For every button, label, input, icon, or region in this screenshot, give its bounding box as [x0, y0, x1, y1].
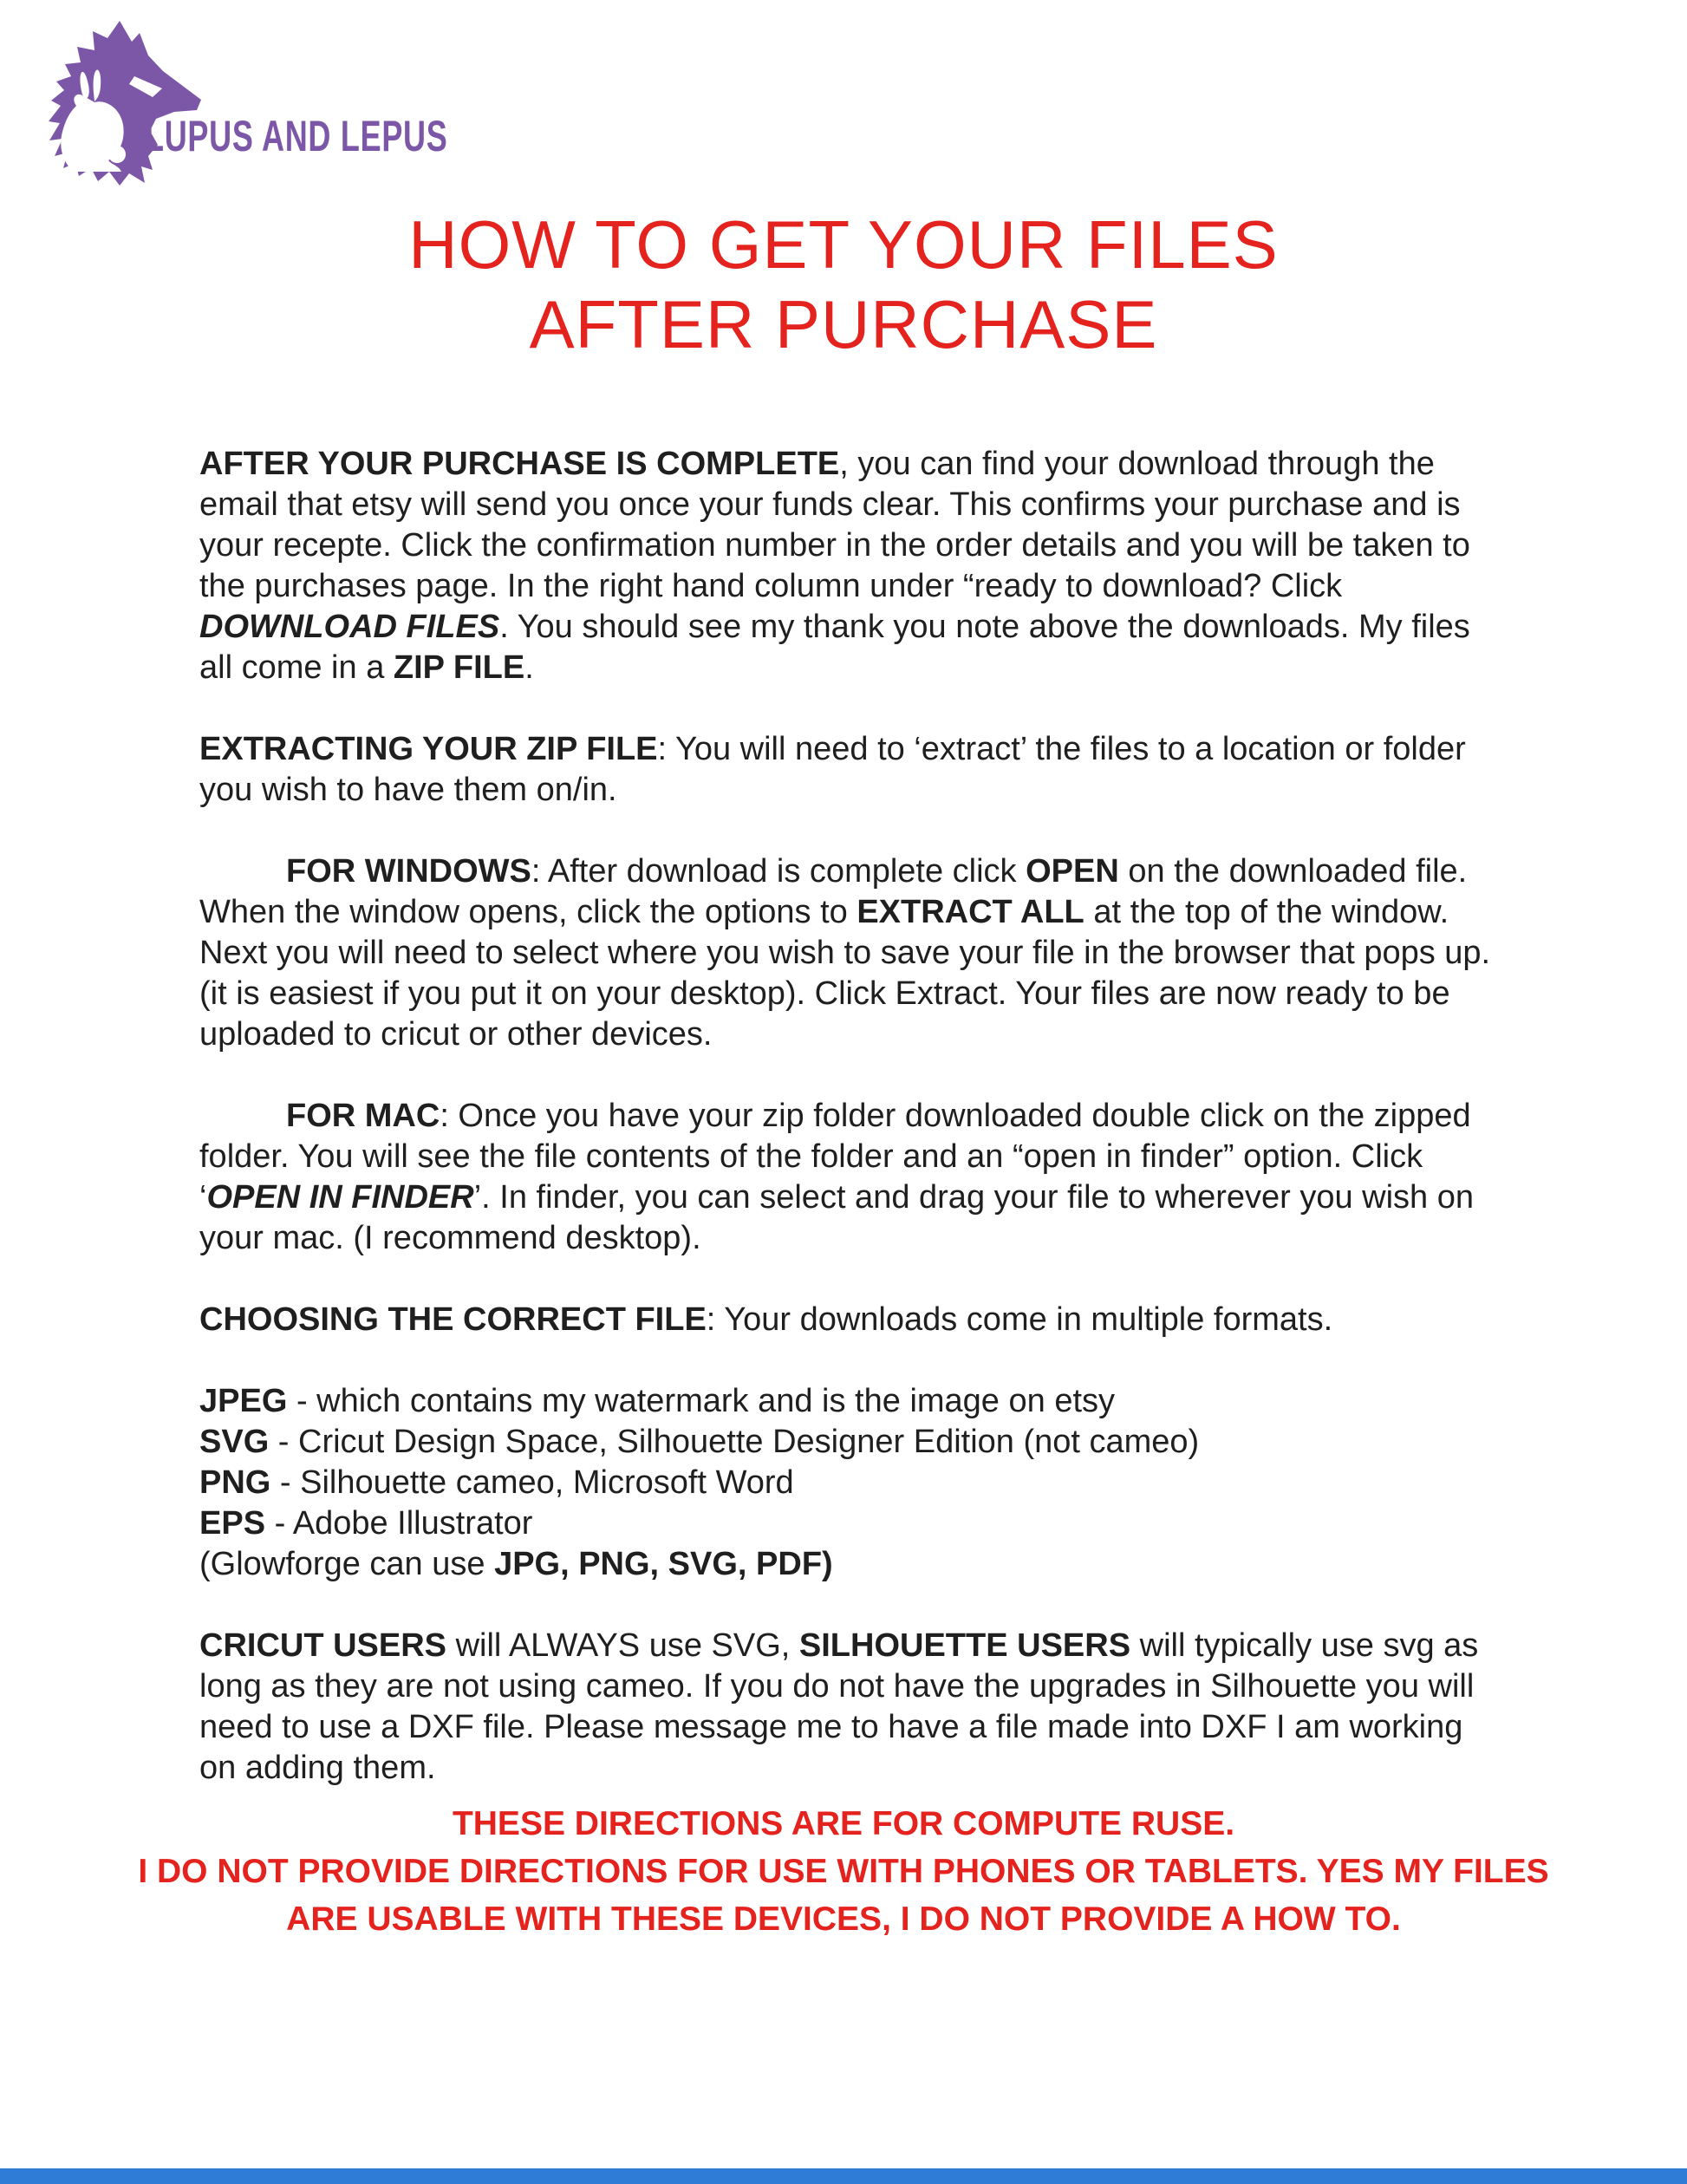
page-title-line2: AFTER PURCHASE: [529, 286, 1158, 362]
warning-line2: I DO NOT PROVIDE DIRECTIONS FOR USE WITH PHONES OR TABLETS. YES MY FILES: [138, 1853, 1549, 1890]
warning-line1: THESE DIRECTIONS ARE FOR COMPUTE RUSE.: [452, 1805, 1235, 1842]
page-title-line1: HOW TO GET YOUR FILES: [408, 206, 1279, 283]
paragraph-for-windows: FOR WINDOWS: After download is complete click OPEN on the downloaded file. When the window opens, click the options to EXTRACT ALL at the top of the window. Next you will need to select where you wish to save your file in the browser that pops up. (it is easiest if you put it on your desktop). Click Extract. Your files are now ready to be uploaded to cricut or other devices.: [199, 853, 1491, 1053]
instructions-body: [199, 444, 1493, 1829]
paragraph-choosing-file: CHOOSING THE CORRECT FILE: Your downloads come in multiple formats.: [199, 1301, 1333, 1338]
brand-name: LUPUS AND LEPUS: [145, 112, 448, 160]
paragraph-after-purchase: AFTER YOUR PURCHASE IS COMPLETE, you can find your download through the email that etsy will send you once your funds clear. This confirms your purchase and is your recepte. Click the confirmation number in the order details and you will be taken to the purchases page. In the right hand column under “ready to download? Click DOWNLOAD FILES. You should see my thank you note above the downloads. My files all come in a ZIP FILE.: [199, 446, 1470, 686]
paragraph-extracting-zip: EXTRACTING YOUR ZIP FILE: You will need to ‘extract’ the files to a location or folder you wish to have them on/in.: [199, 731, 1466, 808]
paragraph-format-list: JPEG - which contains my watermark and is the image on etsy SVG - Cricut Design Space, Silhouette Designer Edition (not cameo) PNG - Silhouette cameo, Microsoft Word EPS - Adobe Illustrator (Glowforge can use JPG, PNG, SVG, PDF): [199, 1383, 1200, 1582]
brand-logo: [22, 9, 507, 186]
paragraph-for-mac: FOR MAC: Once you have your zip folder downloaded double click on the zipped folder. You will see the file contents of the folder and an “open in finder” option. Click ‘OPEN IN FINDER’. In finder, you can select and drag your file to wherever you wish on your mac. (I recommend desktop).: [199, 1098, 1475, 1256]
warning-text: [89, 1800, 1598, 1943]
page-title: [0, 205, 1687, 364]
footer-bar: [0, 2168, 1687, 2184]
warning-line3: ARE USABLE WITH THESE DEVICES, I DO NOT PROVIDE A HOW TO.: [286, 1900, 1401, 1938]
paragraph-cricut-users: CRICUT USERS will ALWAYS use SVG, SILHOUETTE USERS will typically use svg as long as they are not using cameo. If you do not have the upgrades in Silhouette you will need to use a DXF file. Please message me to have a file made into DXF I am working on adding them.: [199, 1627, 1479, 1786]
